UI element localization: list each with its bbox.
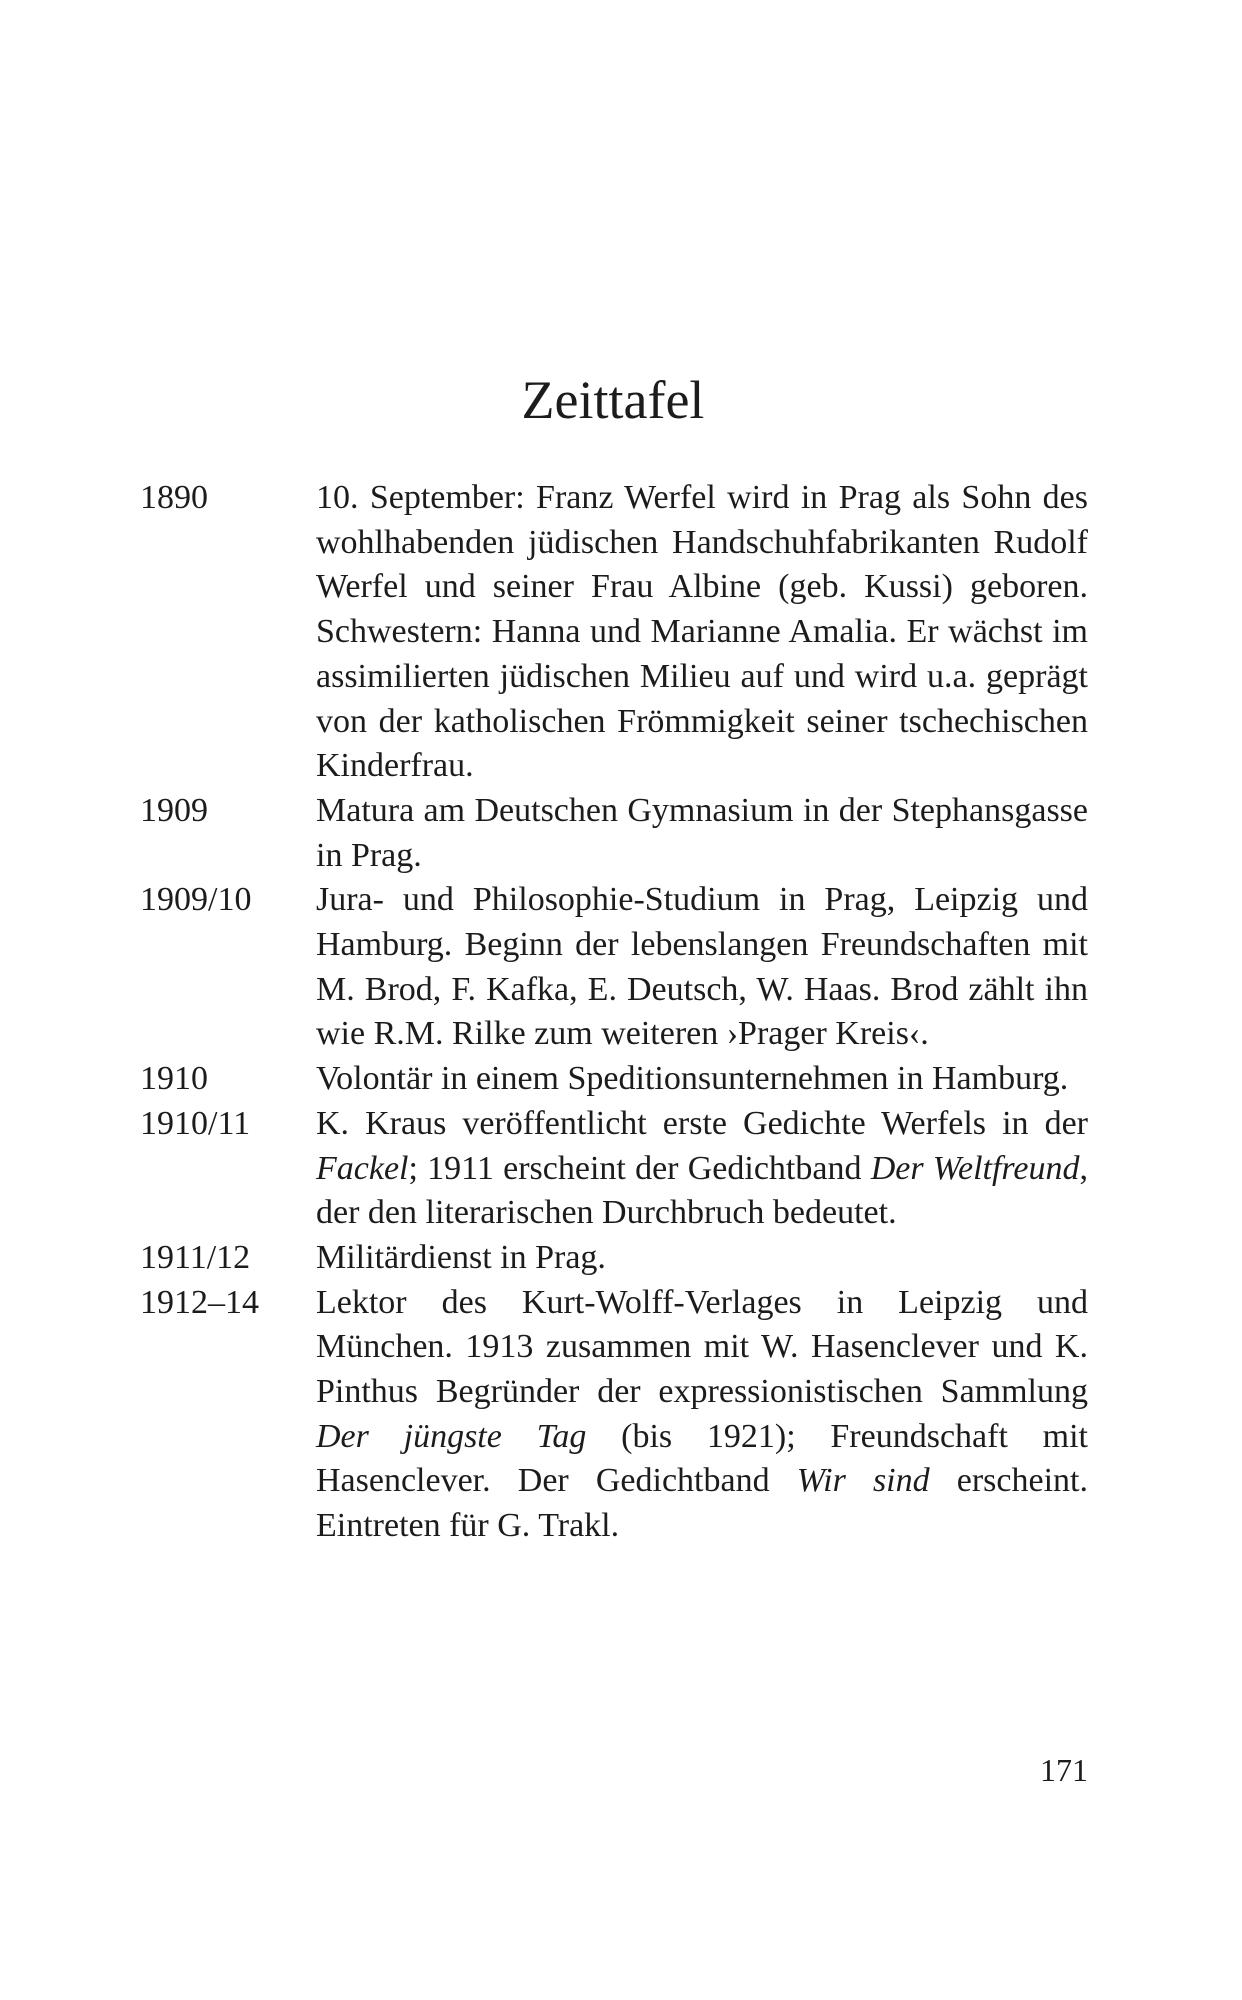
chronology-table: [140, 476, 1088, 1549]
timeline-entry: [140, 476, 1088, 789]
text-segment: Lektor des Kurt-Wolff-Verlages in Leipzig und München. 1913 zusammen mit W. Hasenclever und K. Pinthus Begründer der expressionistischen Sammlung: [316, 1283, 1088, 1411]
text-segment: ; 1911 erscheint der Gedichtband: [408, 1149, 871, 1187]
entry-year: 1909: [140, 791, 208, 829]
entry-year: 1890: [140, 479, 208, 516]
timeline-entry: [140, 1236, 1088, 1281]
entry-year: 1911/12: [140, 1238, 251, 1276]
timeline-entry: [140, 1102, 1088, 1236]
entry-year: 1909/10: [140, 881, 252, 919]
title-reference: Der jüngste Tag: [316, 1417, 587, 1455]
entry-text: Jura- und Philosophie-Studium in Prag, Leipzig und Hamburg. Beginn der lebenslangen Freundschaften mit M. Brod, F. Kafka, E. Deutsch, W. Haas. Brod zählt ihn wie R.M. Rilke zum weiteren ›Prager Kreis‹.: [316, 881, 1088, 1053]
entry-text: 10. September: Franz Werfel wird in Prag als Sohn des wohlhabenden jüdischen Handschuhfabrikanten Rudolf Werfel und seiner Frau Albine (geb. Kussi) geboren. Schwestern: Hanna und Marianne Amalia. Er wächst im assimilierten jüdischen Milieu auf und wird u.a. geprägt von der katholischen Frömmigkeit seiner tschechischen Kinderfrau.: [316, 479, 1088, 785]
text-segment: erscheint. Eintreten für G. Trakl.: [316, 1462, 1088, 1545]
text-segment: , der den literarischen Durchbruch bedeutet.: [316, 1149, 1088, 1232]
entry-text: Militärdienst in Prag.: [316, 1238, 606, 1276]
text-segment: K. Kraus veröffentlicht erste Gedichte Werfels in der: [316, 1104, 1088, 1142]
page-number: 171: [1040, 1752, 1088, 1788]
timeline-entry: [140, 1281, 1088, 1549]
entry-text: [316, 1281, 1088, 1549]
page-title: Zeittafel: [521, 370, 705, 430]
entry-text: [316, 1102, 1088, 1236]
timeline-entry: [140, 789, 1088, 878]
title-reference: Wir sind: [796, 1462, 930, 1500]
entry-year: 1910: [140, 1060, 208, 1098]
entry-year: 1910/11: [140, 1104, 251, 1142]
title-reference: Fackel: [316, 1149, 409, 1187]
entry-text: Matura am Deutschen Gymnasium in der Stephansgasse in Prag.: [316, 791, 1088, 874]
entry-text: Volontär in einem Speditionsunternehmen in Hamburg.: [316, 1060, 1069, 1098]
entry-year: 1912–14: [140, 1283, 259, 1321]
timeline-entry: [140, 1057, 1088, 1102]
text-segment: (bis 1921); Freundschaft mit Hasenclever. Der Gedichtband: [316, 1417, 1088, 1500]
timeline-entry: [140, 878, 1088, 1057]
title-reference: Der Weltfreund: [870, 1149, 1080, 1187]
